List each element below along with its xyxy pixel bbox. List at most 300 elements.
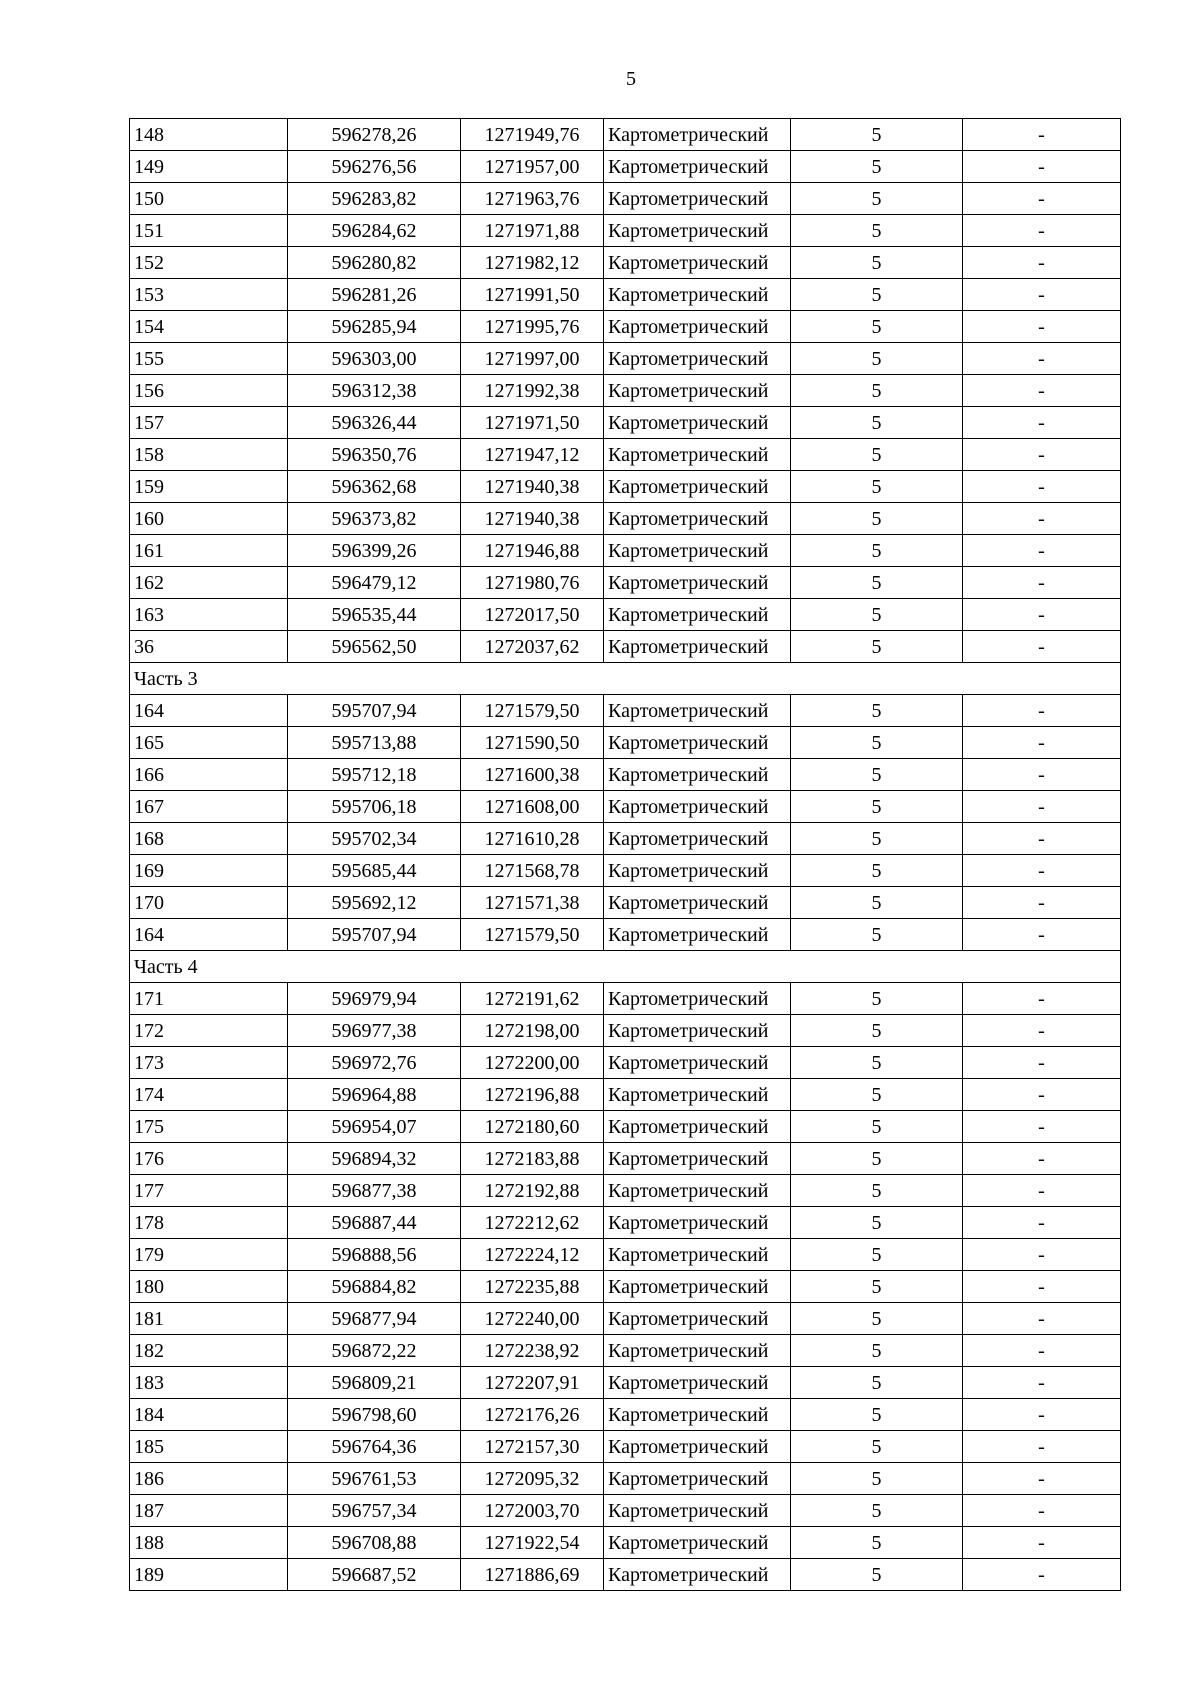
- description-cell: -: [963, 1239, 1121, 1271]
- y-coordinate-cell: 1271922,54: [461, 1527, 604, 1559]
- x-coordinate-cell: 596887,44: [288, 1207, 461, 1239]
- description-cell: -: [963, 215, 1121, 247]
- point-number-cell: 167: [130, 791, 288, 823]
- accuracy-cell: 5: [791, 1015, 963, 1047]
- y-coordinate-cell: 1271995,76: [461, 311, 604, 343]
- y-coordinate-cell: 1271610,28: [461, 823, 604, 855]
- table-row: [130, 375, 1121, 407]
- table-row: [130, 215, 1121, 247]
- y-coordinate-cell: 1272003,70: [461, 1495, 604, 1527]
- table-row: [130, 247, 1121, 279]
- method-cell: Картометрический: [604, 503, 791, 535]
- description-cell: -: [963, 919, 1121, 951]
- method-cell: Картометрический: [604, 855, 791, 887]
- accuracy-cell: 5: [791, 1207, 963, 1239]
- accuracy-cell: 5: [791, 151, 963, 183]
- x-coordinate-cell: 595712,18: [288, 759, 461, 791]
- y-coordinate-cell: 1272017,50: [461, 599, 604, 631]
- table-row: [130, 567, 1121, 599]
- description-cell: -: [963, 1015, 1121, 1047]
- point-number-cell: 183: [130, 1367, 288, 1399]
- table-row: [130, 791, 1121, 823]
- point-number-cell: 149: [130, 151, 288, 183]
- y-coordinate-cell: 1271982,12: [461, 247, 604, 279]
- point-number-cell: 161: [130, 535, 288, 567]
- y-coordinate-cell: 1271997,00: [461, 343, 604, 375]
- point-number-cell: 181: [130, 1303, 288, 1335]
- accuracy-cell: 5: [791, 183, 963, 215]
- accuracy-cell: 5: [791, 1527, 963, 1559]
- section-header-row: [130, 663, 1121, 695]
- y-coordinate-cell: 1272157,30: [461, 1431, 604, 1463]
- x-coordinate-cell: 595692,12: [288, 887, 461, 919]
- x-coordinate-cell: 596281,26: [288, 279, 461, 311]
- point-number-cell: 151: [130, 215, 288, 247]
- description-cell: -: [963, 631, 1121, 663]
- y-coordinate-cell: 1271980,76: [461, 567, 604, 599]
- x-coordinate-cell: 595685,44: [288, 855, 461, 887]
- table-row: [130, 1143, 1121, 1175]
- method-cell: Картометрический: [604, 247, 791, 279]
- accuracy-cell: 5: [791, 119, 963, 151]
- method-cell: Картометрический: [604, 183, 791, 215]
- x-coordinate-cell: 596964,88: [288, 1079, 461, 1111]
- accuracy-cell: 5: [791, 439, 963, 471]
- method-cell: Картометрический: [604, 279, 791, 311]
- x-coordinate-cell: 596479,12: [288, 567, 461, 599]
- method-cell: Картометрический: [604, 791, 791, 823]
- x-coordinate-cell: 595702,34: [288, 823, 461, 855]
- table-row: [130, 1335, 1121, 1367]
- description-cell: -: [963, 855, 1121, 887]
- y-coordinate-cell: 1271963,76: [461, 183, 604, 215]
- accuracy-cell: 5: [791, 727, 963, 759]
- description-cell: -: [963, 1303, 1121, 1335]
- table-row: [130, 1239, 1121, 1271]
- point-number-cell: 187: [130, 1495, 288, 1527]
- section-title: Часть 3: [130, 663, 1121, 695]
- accuracy-cell: 5: [791, 1399, 963, 1431]
- table-row: [130, 1047, 1121, 1079]
- description-cell: -: [963, 599, 1121, 631]
- point-number-cell: 179: [130, 1239, 288, 1271]
- description-cell: -: [963, 1111, 1121, 1143]
- table-row: [130, 823, 1121, 855]
- table-row: [130, 855, 1121, 887]
- x-coordinate-cell: 596326,44: [288, 407, 461, 439]
- y-coordinate-cell: 1272095,32: [461, 1463, 604, 1495]
- accuracy-cell: 5: [791, 535, 963, 567]
- y-coordinate-cell: 1271971,88: [461, 215, 604, 247]
- accuracy-cell: 5: [791, 471, 963, 503]
- section-header-row: [130, 951, 1121, 983]
- table-row: [130, 343, 1121, 375]
- y-coordinate-cell: 1271608,00: [461, 791, 604, 823]
- method-cell: Картометрический: [604, 1431, 791, 1463]
- x-coordinate-cell: 596872,22: [288, 1335, 461, 1367]
- method-cell: Картометрический: [604, 1015, 791, 1047]
- accuracy-cell: 5: [791, 375, 963, 407]
- description-cell: -: [963, 567, 1121, 599]
- description-cell: -: [963, 823, 1121, 855]
- x-coordinate-cell: 596954,07: [288, 1111, 461, 1143]
- y-coordinate-cell: 1272240,00: [461, 1303, 604, 1335]
- x-coordinate-cell: 596877,38: [288, 1175, 461, 1207]
- method-cell: Картометрический: [604, 599, 791, 631]
- description-cell: -: [963, 183, 1121, 215]
- accuracy-cell: 5: [791, 631, 963, 663]
- method-cell: Картометрический: [604, 1239, 791, 1271]
- y-coordinate-cell: 1271957,00: [461, 151, 604, 183]
- point-number-cell: 171: [130, 983, 288, 1015]
- x-coordinate-cell: 596399,26: [288, 535, 461, 567]
- point-number-cell: 158: [130, 439, 288, 471]
- x-coordinate-cell: 596283,82: [288, 183, 461, 215]
- description-cell: -: [963, 1207, 1121, 1239]
- x-coordinate-cell: 596285,94: [288, 311, 461, 343]
- point-number-cell: 175: [130, 1111, 288, 1143]
- accuracy-cell: 5: [791, 1463, 963, 1495]
- method-cell: Картометрический: [604, 983, 791, 1015]
- table-row: [130, 1431, 1121, 1463]
- table-row: [130, 983, 1121, 1015]
- accuracy-cell: 5: [791, 247, 963, 279]
- accuracy-cell: 5: [791, 1239, 963, 1271]
- description-cell: -: [963, 375, 1121, 407]
- description-cell: -: [963, 1399, 1121, 1431]
- description-cell: -: [963, 1143, 1121, 1175]
- table-row: [130, 695, 1121, 727]
- table-row: [130, 439, 1121, 471]
- x-coordinate-cell: 595706,18: [288, 791, 461, 823]
- table-row: [130, 759, 1121, 791]
- method-cell: Картометрический: [604, 887, 791, 919]
- table-row: [130, 919, 1121, 951]
- accuracy-cell: 5: [791, 1335, 963, 1367]
- table-row: [130, 1527, 1121, 1559]
- description-cell: -: [963, 1559, 1121, 1591]
- x-coordinate-cell: 595713,88: [288, 727, 461, 759]
- x-coordinate-cell: 596979,94: [288, 983, 461, 1015]
- accuracy-cell: 5: [791, 791, 963, 823]
- description-cell: -: [963, 1463, 1121, 1495]
- point-number-cell: 182: [130, 1335, 288, 1367]
- description-cell: -: [963, 887, 1121, 919]
- y-coordinate-cell: 1272224,12: [461, 1239, 604, 1271]
- point-number-cell: 150: [130, 183, 288, 215]
- point-number-cell: 165: [130, 727, 288, 759]
- accuracy-cell: 5: [791, 279, 963, 311]
- table-row: [130, 1399, 1121, 1431]
- description-cell: -: [963, 407, 1121, 439]
- accuracy-cell: 5: [791, 1111, 963, 1143]
- method-cell: Картометрический: [604, 1367, 791, 1399]
- point-number-cell: 186: [130, 1463, 288, 1495]
- point-number-cell: 184: [130, 1399, 288, 1431]
- description-cell: -: [963, 695, 1121, 727]
- x-coordinate-cell: 596884,82: [288, 1271, 461, 1303]
- x-coordinate-cell: 596280,82: [288, 247, 461, 279]
- table-row: [130, 1079, 1121, 1111]
- accuracy-cell: 5: [791, 407, 963, 439]
- method-cell: Картометрический: [604, 439, 791, 471]
- y-coordinate-cell: 1272238,92: [461, 1335, 604, 1367]
- table-row: [130, 727, 1121, 759]
- page-number: 5: [626, 68, 636, 90]
- method-cell: Картометрический: [604, 1335, 791, 1367]
- accuracy-cell: 5: [791, 215, 963, 247]
- section-title: Часть 4: [130, 951, 1121, 983]
- x-coordinate-cell: 596278,26: [288, 119, 461, 151]
- x-coordinate-cell: 596798,60: [288, 1399, 461, 1431]
- x-coordinate-cell: 596708,88: [288, 1527, 461, 1559]
- x-coordinate-cell: 596888,56: [288, 1239, 461, 1271]
- x-coordinate-cell: 596757,34: [288, 1495, 461, 1527]
- table-row: [130, 1015, 1121, 1047]
- method-cell: Картометрический: [604, 1111, 791, 1143]
- coordinates-table: [129, 118, 1121, 1591]
- method-cell: Картометрический: [604, 1303, 791, 1335]
- y-coordinate-cell: 1272200,00: [461, 1047, 604, 1079]
- table-row: [130, 1271, 1121, 1303]
- method-cell: Картометрический: [604, 695, 791, 727]
- description-cell: -: [963, 759, 1121, 791]
- table-row: [130, 1463, 1121, 1495]
- description-cell: -: [963, 983, 1121, 1015]
- method-cell: Картометрический: [604, 1463, 791, 1495]
- y-coordinate-cell: 1272192,88: [461, 1175, 604, 1207]
- table-row: [130, 279, 1121, 311]
- table-row: [130, 1559, 1121, 1591]
- method-cell: Картометрический: [604, 1271, 791, 1303]
- accuracy-cell: 5: [791, 1367, 963, 1399]
- description-cell: -: [963, 1175, 1121, 1207]
- x-coordinate-cell: 595707,94: [288, 695, 461, 727]
- method-cell: Картометрический: [604, 631, 791, 663]
- description-cell: -: [963, 311, 1121, 343]
- table-row: [130, 535, 1121, 567]
- description-cell: -: [963, 1079, 1121, 1111]
- description-cell: -: [963, 503, 1121, 535]
- point-number-cell: 174: [130, 1079, 288, 1111]
- x-coordinate-cell: 596284,62: [288, 215, 461, 247]
- method-cell: Картометрический: [604, 1079, 791, 1111]
- description-cell: -: [963, 343, 1121, 375]
- point-number-cell: 166: [130, 759, 288, 791]
- point-number-cell: 189: [130, 1559, 288, 1591]
- accuracy-cell: 5: [791, 1271, 963, 1303]
- description-cell: -: [963, 439, 1121, 471]
- table-row: [130, 183, 1121, 215]
- method-cell: Картометрический: [604, 1207, 791, 1239]
- table-row: [130, 1303, 1121, 1335]
- point-number-cell: 162: [130, 567, 288, 599]
- y-coordinate-cell: 1271971,50: [461, 407, 604, 439]
- point-number-cell: 178: [130, 1207, 288, 1239]
- y-coordinate-cell: 1272196,88: [461, 1079, 604, 1111]
- method-cell: Картометрический: [604, 407, 791, 439]
- table-row: [130, 407, 1121, 439]
- y-coordinate-cell: 1272207,91: [461, 1367, 604, 1399]
- method-cell: Картометрический: [604, 567, 791, 599]
- x-coordinate-cell: 596362,68: [288, 471, 461, 503]
- accuracy-cell: 5: [791, 343, 963, 375]
- y-coordinate-cell: 1271600,38: [461, 759, 604, 791]
- method-cell: Картометрический: [604, 1399, 791, 1431]
- description-cell: -: [963, 471, 1121, 503]
- method-cell: Картометрический: [604, 1175, 791, 1207]
- description-cell: -: [963, 1367, 1121, 1399]
- y-coordinate-cell: 1272198,00: [461, 1015, 604, 1047]
- accuracy-cell: 5: [791, 1431, 963, 1463]
- point-number-cell: 169: [130, 855, 288, 887]
- point-number-cell: 156: [130, 375, 288, 407]
- point-number-cell: 164: [130, 919, 288, 951]
- point-number-cell: 153: [130, 279, 288, 311]
- point-number-cell: 154: [130, 311, 288, 343]
- x-coordinate-cell: 596972,76: [288, 1047, 461, 1079]
- x-coordinate-cell: 596809,21: [288, 1367, 461, 1399]
- y-coordinate-cell: 1271579,50: [461, 695, 604, 727]
- x-coordinate-cell: 595707,94: [288, 919, 461, 951]
- point-number-cell: 176: [130, 1143, 288, 1175]
- description-cell: -: [963, 1431, 1121, 1463]
- table-row: [130, 503, 1121, 535]
- description-cell: -: [963, 1047, 1121, 1079]
- method-cell: Картометрический: [604, 375, 791, 407]
- y-coordinate-cell: 1272180,60: [461, 1111, 604, 1143]
- method-cell: Картометрический: [604, 823, 791, 855]
- y-coordinate-cell: 1271579,50: [461, 919, 604, 951]
- point-number-cell: 157: [130, 407, 288, 439]
- accuracy-cell: 5: [791, 1079, 963, 1111]
- point-number-cell: 152: [130, 247, 288, 279]
- table-row: [130, 119, 1121, 151]
- table-row: [130, 1367, 1121, 1399]
- point-number-cell: 177: [130, 1175, 288, 1207]
- table-row: [130, 887, 1121, 919]
- method-cell: Картометрический: [604, 119, 791, 151]
- accuracy-cell: 5: [791, 311, 963, 343]
- method-cell: Картометрический: [604, 151, 791, 183]
- accuracy-cell: 5: [791, 759, 963, 791]
- description-cell: -: [963, 1335, 1121, 1367]
- method-cell: Картометрический: [604, 471, 791, 503]
- x-coordinate-cell: 596687,52: [288, 1559, 461, 1591]
- table-row: [130, 1175, 1121, 1207]
- method-cell: Картометрический: [604, 919, 791, 951]
- description-cell: -: [963, 727, 1121, 759]
- point-number-cell: 185: [130, 1431, 288, 1463]
- y-coordinate-cell: 1271946,88: [461, 535, 604, 567]
- accuracy-cell: 5: [791, 1303, 963, 1335]
- y-coordinate-cell: 1272212,62: [461, 1207, 604, 1239]
- method-cell: Картометрический: [604, 1559, 791, 1591]
- y-coordinate-cell: 1272176,26: [461, 1399, 604, 1431]
- accuracy-cell: 5: [791, 1143, 963, 1175]
- y-coordinate-cell: 1271571,38: [461, 887, 604, 919]
- description-cell: -: [963, 151, 1121, 183]
- y-coordinate-cell: 1271940,38: [461, 471, 604, 503]
- x-coordinate-cell: 596350,76: [288, 439, 461, 471]
- x-coordinate-cell: 596562,50: [288, 631, 461, 663]
- x-coordinate-cell: 596877,94: [288, 1303, 461, 1335]
- accuracy-cell: 5: [791, 887, 963, 919]
- description-cell: -: [963, 1271, 1121, 1303]
- x-coordinate-cell: 596312,38: [288, 375, 461, 407]
- point-number-cell: 160: [130, 503, 288, 535]
- method-cell: Картометрический: [604, 1047, 791, 1079]
- y-coordinate-cell: 1271991,50: [461, 279, 604, 311]
- table-row: [130, 1207, 1121, 1239]
- description-cell: -: [963, 279, 1121, 311]
- method-cell: Картометрический: [604, 311, 791, 343]
- table-row: [130, 311, 1121, 343]
- point-number-cell: 170: [130, 887, 288, 919]
- point-number-cell: 159: [130, 471, 288, 503]
- y-coordinate-cell: 1271568,78: [461, 855, 604, 887]
- method-cell: Картометрический: [604, 759, 791, 791]
- accuracy-cell: 5: [791, 823, 963, 855]
- x-coordinate-cell: 596276,56: [288, 151, 461, 183]
- y-coordinate-cell: 1271940,38: [461, 503, 604, 535]
- x-coordinate-cell: 596303,00: [288, 343, 461, 375]
- description-cell: -: [963, 791, 1121, 823]
- coordinates-table-body: [130, 119, 1121, 1591]
- y-coordinate-cell: 1272191,62: [461, 983, 604, 1015]
- accuracy-cell: 5: [791, 567, 963, 599]
- x-coordinate-cell: 596894,32: [288, 1143, 461, 1175]
- y-coordinate-cell: 1272037,62: [461, 631, 604, 663]
- table-row: [130, 599, 1121, 631]
- accuracy-cell: 5: [791, 1047, 963, 1079]
- accuracy-cell: 5: [791, 599, 963, 631]
- x-coordinate-cell: 596373,82: [288, 503, 461, 535]
- point-number-cell: 148: [130, 119, 288, 151]
- description-cell: -: [963, 1527, 1121, 1559]
- point-number-cell: 164: [130, 695, 288, 727]
- accuracy-cell: 5: [791, 1175, 963, 1207]
- accuracy-cell: 5: [791, 855, 963, 887]
- y-coordinate-cell: 1271949,76: [461, 119, 604, 151]
- method-cell: Картометрический: [604, 727, 791, 759]
- point-number-cell: 168: [130, 823, 288, 855]
- accuracy-cell: 5: [791, 503, 963, 535]
- y-coordinate-cell: 1271886,69: [461, 1559, 604, 1591]
- method-cell: Картометрический: [604, 343, 791, 375]
- method-cell: Картометрический: [604, 215, 791, 247]
- table-row: [130, 631, 1121, 663]
- y-coordinate-cell: 1271947,12: [461, 439, 604, 471]
- table-row: [130, 471, 1121, 503]
- table-row: [130, 151, 1121, 183]
- description-cell: -: [963, 535, 1121, 567]
- y-coordinate-cell: 1271590,50: [461, 727, 604, 759]
- point-number-cell: 36: [130, 631, 288, 663]
- point-number-cell: 163: [130, 599, 288, 631]
- method-cell: Картометрический: [604, 535, 791, 567]
- x-coordinate-cell: 596535,44: [288, 599, 461, 631]
- point-number-cell: 155: [130, 343, 288, 375]
- x-coordinate-cell: 596764,36: [288, 1431, 461, 1463]
- y-coordinate-cell: 1272235,88: [461, 1271, 604, 1303]
- description-cell: -: [963, 119, 1121, 151]
- method-cell: Картометрический: [604, 1143, 791, 1175]
- description-cell: -: [963, 1495, 1121, 1527]
- method-cell: Картометрический: [604, 1527, 791, 1559]
- x-coordinate-cell: 596761,53: [288, 1463, 461, 1495]
- description-cell: -: [963, 247, 1121, 279]
